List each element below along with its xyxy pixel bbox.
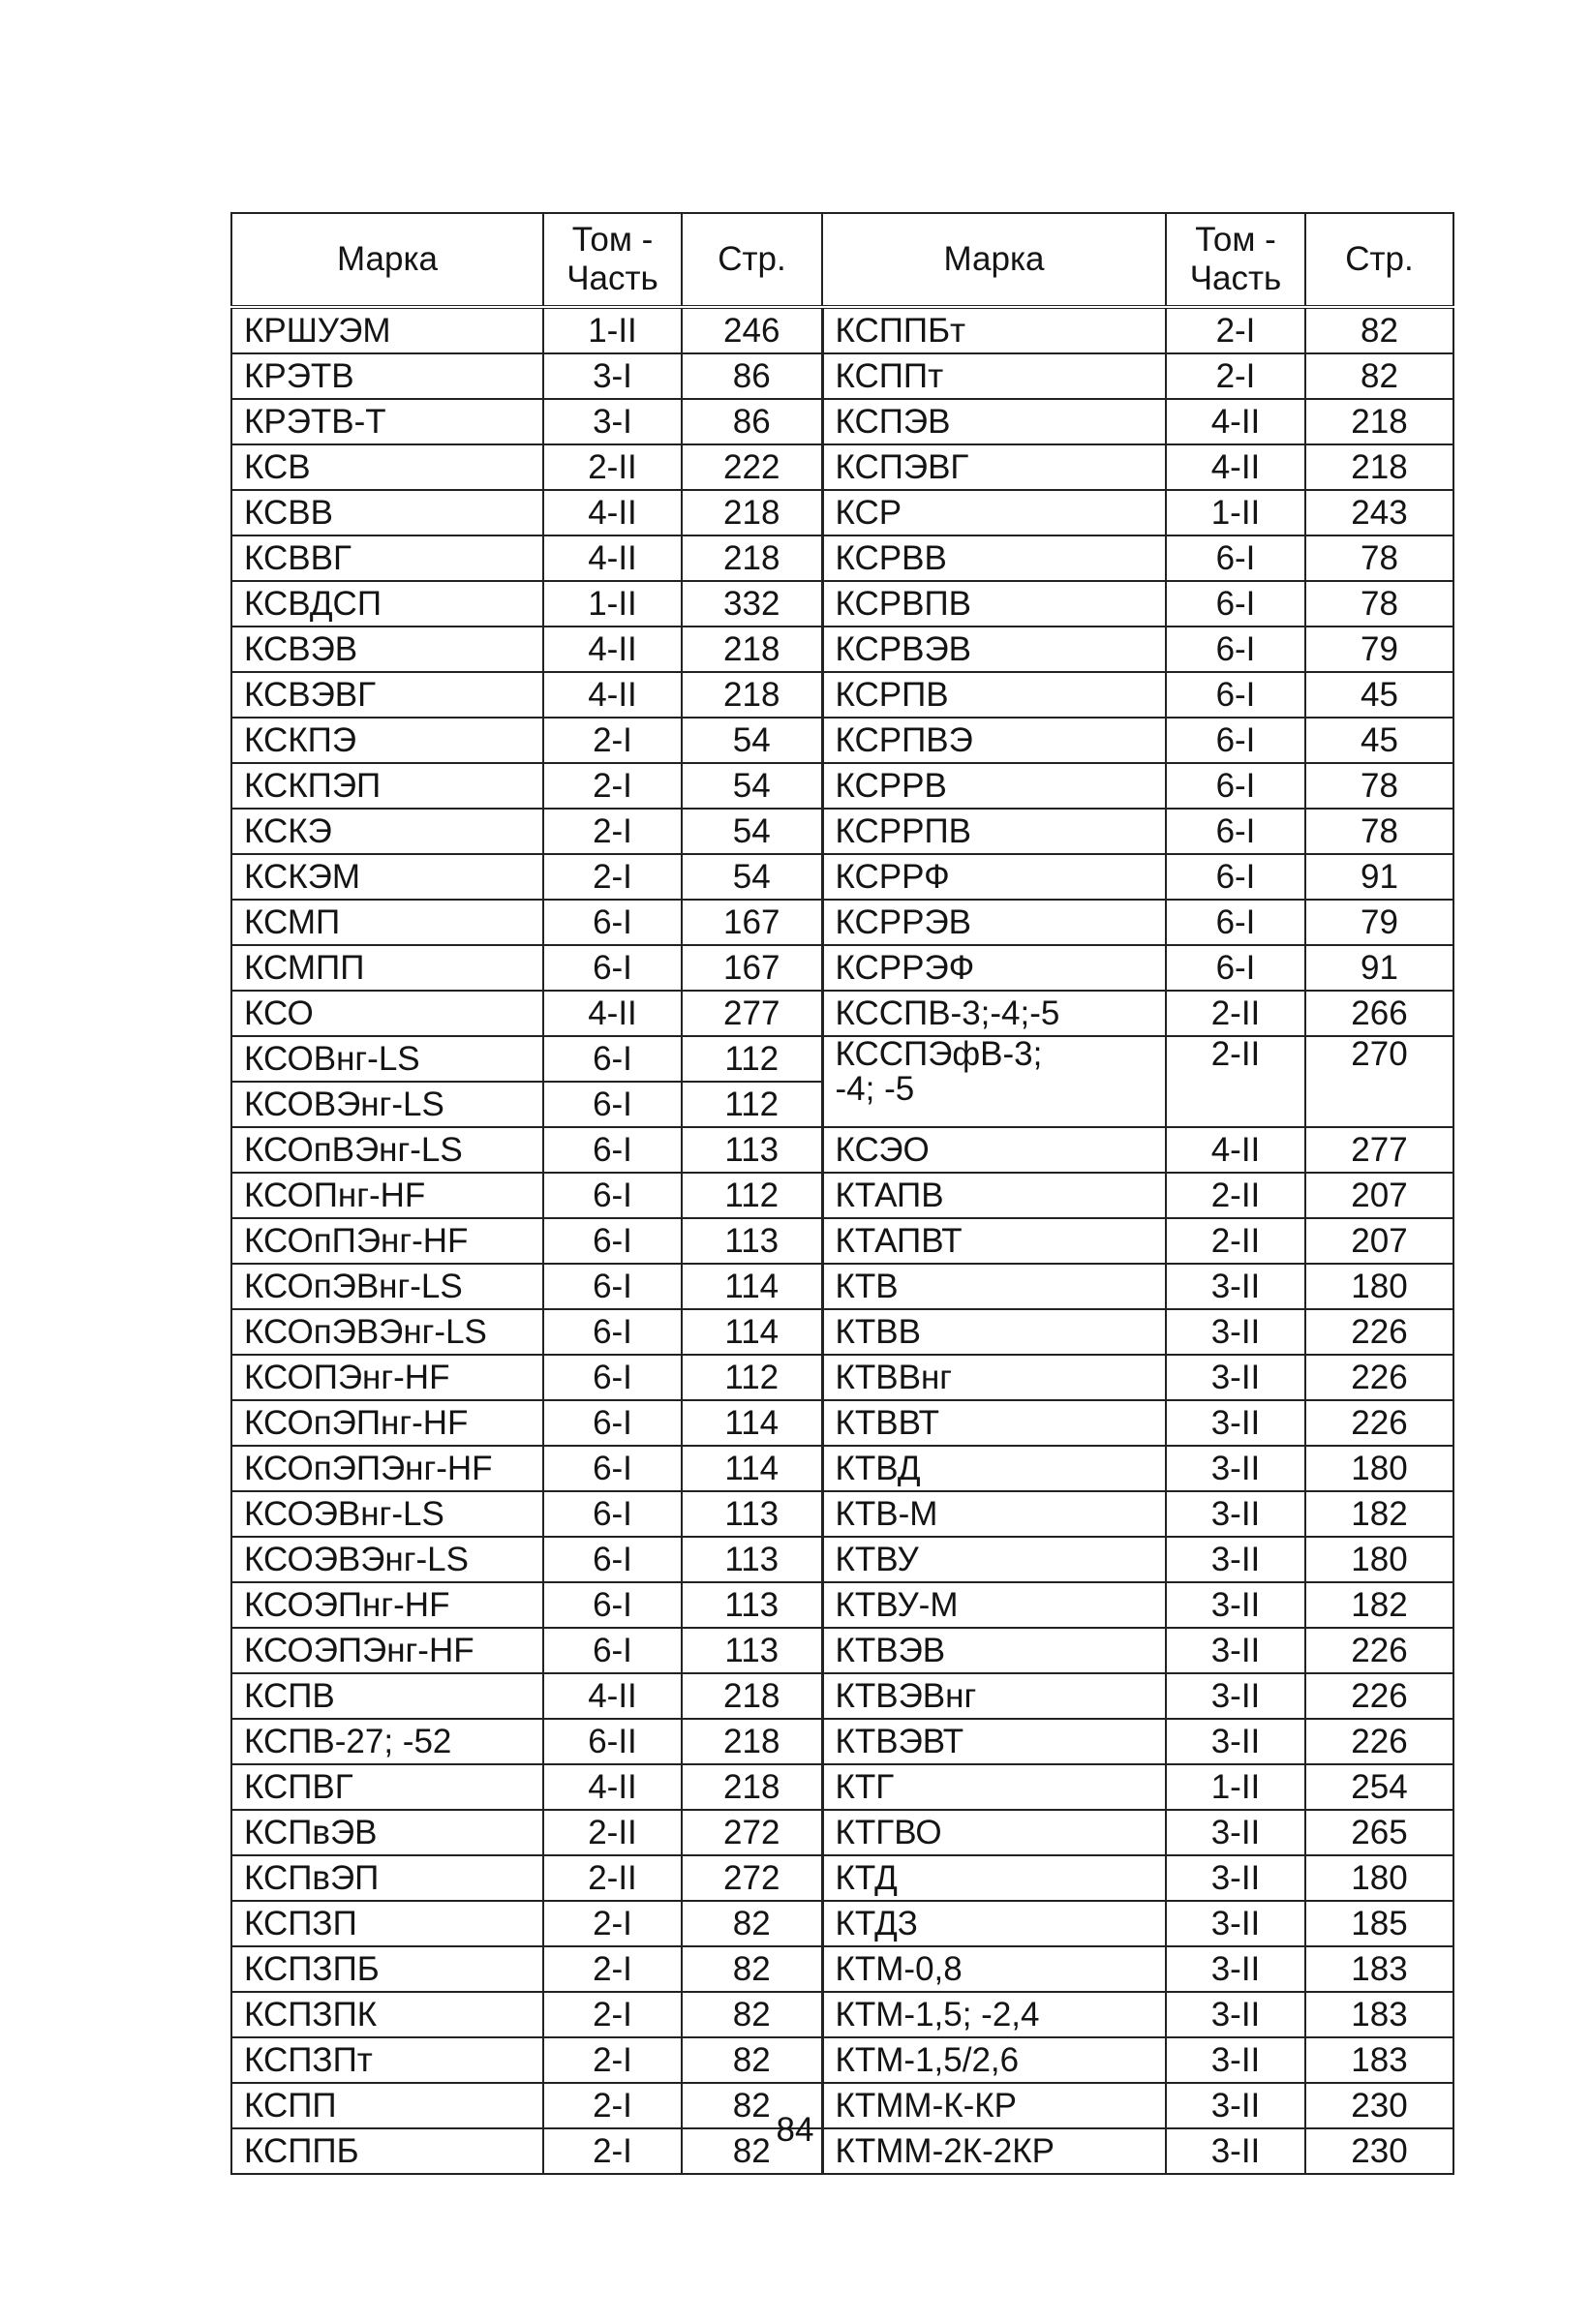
cell-m1: КСОпВЭнг-LS bbox=[231, 1127, 543, 1173]
cell-m2: КТВУ-М bbox=[822, 1582, 1166, 1628]
cell-p2: 182 bbox=[1305, 1491, 1453, 1537]
cell-p1: 86 bbox=[682, 399, 822, 444]
cell-m2 bbox=[822, 1036, 1166, 1127]
cell-v2: 3-II bbox=[1166, 1673, 1305, 1719]
cell-m1: КСПВГ bbox=[231, 1764, 543, 1810]
cell-m2: КТВЭВТ bbox=[822, 1719, 1166, 1764]
table-row bbox=[231, 763, 1453, 809]
cell-m1: КСОпПЭнг-HF bbox=[231, 1218, 543, 1264]
table-row bbox=[231, 945, 1453, 991]
cell-p2: 226 bbox=[1305, 1719, 1453, 1764]
table-row bbox=[231, 1810, 1453, 1855]
cell-m2-line1: КССПЭфВ-3; bbox=[835, 1036, 1043, 1073]
cell-p2: 182 bbox=[1305, 1582, 1453, 1628]
table-row bbox=[231, 991, 1453, 1036]
cell-p1: 272 bbox=[682, 1810, 822, 1855]
cell-m1: КСОпЭВнг-LS bbox=[231, 1264, 543, 1309]
cell-m1: КСВДСП bbox=[231, 581, 543, 627]
cell-m1: КСКПЭП bbox=[231, 763, 543, 809]
cell-p1: 277 bbox=[682, 991, 822, 1036]
cell-m1: КРЭТВ bbox=[231, 353, 543, 399]
cell-m1: КСПЗП bbox=[231, 1901, 543, 1946]
header-volume-right: Том - Часть bbox=[1166, 213, 1305, 307]
cell-m2: КТМ-0,8 bbox=[822, 1946, 1166, 1992]
cell-p1: 114 bbox=[682, 1400, 822, 1446]
cell-v2: 3-II bbox=[1166, 1992, 1305, 2037]
cell-p2: 254 bbox=[1305, 1764, 1453, 1810]
cell-m2: КТВЭВ bbox=[822, 1628, 1166, 1673]
table-row bbox=[231, 1764, 1453, 1810]
cell-m1: КСКЭ bbox=[231, 809, 543, 854]
table-row bbox=[231, 900, 1453, 945]
cell-p1: 218 bbox=[682, 627, 822, 672]
cell-m2-line2: -4; -5 bbox=[835, 1070, 915, 1108]
cell-v2: 6-I bbox=[1166, 672, 1305, 718]
cell-m2: КТАПВ bbox=[822, 1173, 1166, 1218]
cell-m2: КТМ-1,5; -2,4 bbox=[822, 1992, 1166, 2037]
cell-v2: 2-II bbox=[1166, 1036, 1305, 1127]
table-row bbox=[231, 809, 1453, 854]
cell-m1: КСОпЭПнг-HF bbox=[231, 1400, 543, 1446]
cell-m1: КСВВ bbox=[231, 490, 543, 535]
header-page-right: Стр. bbox=[1305, 213, 1453, 307]
cell-p2: 218 bbox=[1305, 444, 1453, 490]
cell-p2: 218 bbox=[1305, 399, 1453, 444]
cell-v2: 2-II bbox=[1166, 991, 1305, 1036]
cell-p1: 218 bbox=[682, 1673, 822, 1719]
table-row bbox=[231, 854, 1453, 900]
index-table bbox=[230, 212, 1454, 2175]
cell-v2: 3-II bbox=[1166, 1491, 1305, 1537]
cell-p1: 112 bbox=[682, 1355, 822, 1400]
cell-p2: 180 bbox=[1305, 1264, 1453, 1309]
cell-m2: КСРРЭВ bbox=[822, 900, 1166, 945]
cell-v1: 6-I bbox=[543, 1582, 682, 1628]
cell-v2: 4-II bbox=[1166, 399, 1305, 444]
cell-v1: 6-I bbox=[543, 900, 682, 945]
table-row bbox=[231, 1537, 1453, 1582]
cell-m1: КСПВ bbox=[231, 1673, 543, 1719]
cell-m1: КСО bbox=[231, 991, 543, 1036]
cell-p2: 180 bbox=[1305, 1855, 1453, 1901]
cell-p1: 114 bbox=[682, 1264, 822, 1309]
header-page-left: Стр. bbox=[682, 213, 822, 307]
cell-v1: 6-I bbox=[543, 1400, 682, 1446]
table-row bbox=[231, 1400, 1453, 1446]
cell-m1: КСПЗПК bbox=[231, 1992, 543, 2037]
cell-v2: 6-I bbox=[1166, 581, 1305, 627]
cell-v2: 2-II bbox=[1166, 1173, 1305, 1218]
cell-v1: 4-II bbox=[543, 535, 682, 581]
cell-p2: 183 bbox=[1305, 1992, 1453, 2037]
cell-m2: КТАПВТ bbox=[822, 1218, 1166, 1264]
cell-p2: 207 bbox=[1305, 1218, 1453, 1264]
cell-m2: КТВЭВнг bbox=[822, 1673, 1166, 1719]
cell-v2: 1-II bbox=[1166, 1764, 1305, 1810]
header-mark-right: Марка bbox=[822, 213, 1166, 307]
cell-p1: 82 bbox=[682, 2037, 822, 2083]
cell-m2: КСРВПВ bbox=[822, 581, 1166, 627]
cell-m1: КСПвЭП bbox=[231, 1855, 543, 1901]
cell-p2: 45 bbox=[1305, 672, 1453, 718]
cell-m2: КТВ bbox=[822, 1264, 1166, 1309]
cell-m2: КТММ-2К-2КР bbox=[822, 2128, 1166, 2174]
cell-m1: КСОпЭПЭнг-HF bbox=[231, 1446, 543, 1491]
cell-m1: КСМП bbox=[231, 900, 543, 945]
cell-v2: 3-II bbox=[1166, 1537, 1305, 1582]
cell-m2: КСПЭВГ bbox=[822, 444, 1166, 490]
cell-p1: 54 bbox=[682, 718, 822, 763]
cell-p2: 226 bbox=[1305, 1628, 1453, 1673]
cell-p2: 266 bbox=[1305, 991, 1453, 1036]
cell-v1: 6-II bbox=[543, 1719, 682, 1764]
cell-m2: КСРРПВ bbox=[822, 809, 1166, 854]
cell-p2: 78 bbox=[1305, 535, 1453, 581]
cell-v1: 2-I bbox=[543, 854, 682, 900]
cell-m1: КСОЭПЭнг-HF bbox=[231, 1628, 543, 1673]
cell-v1: 2-I bbox=[543, 1901, 682, 1946]
cell-p1: 54 bbox=[682, 763, 822, 809]
table-row bbox=[231, 307, 1453, 353]
cell-p2: 78 bbox=[1305, 763, 1453, 809]
table-row bbox=[231, 399, 1453, 444]
cell-v2: 3-II bbox=[1166, 1355, 1305, 1400]
cell-p2: 277 bbox=[1305, 1127, 1453, 1173]
cell-v1: 6-I bbox=[543, 1218, 682, 1264]
cell-v2: 6-I bbox=[1166, 900, 1305, 945]
cell-p1: 113 bbox=[682, 1628, 822, 1673]
cell-m2: КСЭО bbox=[822, 1127, 1166, 1173]
cell-v1: 2-I bbox=[543, 809, 682, 854]
table-row bbox=[231, 718, 1453, 763]
cell-m2: КТВУ bbox=[822, 1537, 1166, 1582]
table-row bbox=[231, 444, 1453, 490]
cell-v2: 3-II bbox=[1166, 1628, 1305, 1673]
cell-p1: 218 bbox=[682, 672, 822, 718]
header-mark-left: Марка bbox=[231, 213, 543, 307]
cell-p1: 113 bbox=[682, 1127, 822, 1173]
cell-v1: 1-II bbox=[543, 307, 682, 353]
cell-m2: КТГ bbox=[822, 1764, 1166, 1810]
cell-v2: 6-I bbox=[1166, 763, 1305, 809]
cell-p1: 112 bbox=[682, 1082, 822, 1127]
cell-p1: 332 bbox=[682, 581, 822, 627]
cell-m1: КСОЭВнг-LS bbox=[231, 1491, 543, 1537]
cell-v1: 6-I bbox=[543, 1537, 682, 1582]
cell-p1: 114 bbox=[682, 1446, 822, 1491]
cell-m2: КСРРВ bbox=[822, 763, 1166, 809]
cell-m1: КСПЗПт bbox=[231, 2037, 543, 2083]
cell-m2: КСРПВЭ bbox=[822, 718, 1166, 763]
table-row bbox=[231, 581, 1453, 627]
cell-p2: 82 bbox=[1305, 353, 1453, 399]
table-row bbox=[231, 1719, 1453, 1764]
cell-v1: 2-II bbox=[543, 1810, 682, 1855]
cell-v1: 6-I bbox=[543, 1082, 682, 1127]
cell-p2: 45 bbox=[1305, 718, 1453, 763]
cell-m1: КРШУЭМ bbox=[231, 307, 543, 353]
cell-v1: 3-I bbox=[543, 399, 682, 444]
cell-v2: 3-II bbox=[1166, 1810, 1305, 1855]
cell-v1: 4-II bbox=[543, 1673, 682, 1719]
table-row bbox=[231, 1218, 1453, 1264]
cell-p1: 114 bbox=[682, 1309, 822, 1355]
cell-v2: 3-II bbox=[1166, 1264, 1305, 1309]
cell-v1: 6-I bbox=[543, 1491, 682, 1537]
cell-p2: 270 bbox=[1305, 1036, 1453, 1127]
cell-v2: 3-II bbox=[1166, 1719, 1305, 1764]
cell-m1: КСВЭВГ bbox=[231, 672, 543, 718]
table-row bbox=[231, 1992, 1453, 2037]
cell-v1: 6-I bbox=[543, 1127, 682, 1173]
cell-p1: 113 bbox=[682, 1491, 822, 1537]
cell-m2: КТГВО bbox=[822, 1810, 1166, 1855]
cell-m2: КТВВТ bbox=[822, 1400, 1166, 1446]
cell-v1: 4-II bbox=[543, 672, 682, 718]
table-row bbox=[231, 1264, 1453, 1309]
table-row bbox=[231, 1582, 1453, 1628]
cell-p2: 78 bbox=[1305, 581, 1453, 627]
cell-p1: 54 bbox=[682, 809, 822, 854]
table-row bbox=[231, 1127, 1453, 1173]
cell-p2: 91 bbox=[1305, 945, 1453, 991]
cell-p1: 112 bbox=[682, 1173, 822, 1218]
cell-p2: 265 bbox=[1305, 1810, 1453, 1855]
table-row bbox=[231, 2037, 1453, 2083]
cell-m1: КСПЗПБ bbox=[231, 1946, 543, 1992]
cell-p1: 82 bbox=[682, 1901, 822, 1946]
cell-v2: 6-I bbox=[1166, 535, 1305, 581]
cell-m1: КСКПЭ bbox=[231, 718, 543, 763]
cell-p2: 183 bbox=[1305, 2037, 1453, 2083]
cell-m1: КСПвЭВ bbox=[231, 1810, 543, 1855]
cell-v1: 6-I bbox=[543, 1036, 682, 1082]
cell-p1: 246 bbox=[682, 307, 822, 353]
cell-m1: КСПП bbox=[231, 2083, 543, 2128]
cell-p1: 82 bbox=[682, 2083, 822, 2128]
cell-v2: 6-I bbox=[1166, 627, 1305, 672]
cell-m2: КСРВВ bbox=[822, 535, 1166, 581]
cell-m2: КСППт bbox=[822, 353, 1166, 399]
cell-p2: 243 bbox=[1305, 490, 1453, 535]
cell-m2: КТДЗ bbox=[822, 1901, 1166, 1946]
cell-v2: 3-II bbox=[1166, 2128, 1305, 2174]
cell-p2: 207 bbox=[1305, 1173, 1453, 1218]
cell-m1: КСВЭВ bbox=[231, 627, 543, 672]
table-row bbox=[231, 1036, 1453, 1082]
cell-v2: 3-II bbox=[1166, 1901, 1305, 1946]
cell-v1: 2-II bbox=[543, 1855, 682, 1901]
cell-v1: 2-I bbox=[543, 2128, 682, 2174]
cell-v2: 2-II bbox=[1166, 1218, 1305, 1264]
cell-m1: КРЭТВ-Т bbox=[231, 399, 543, 444]
cell-p2: 226 bbox=[1305, 1400, 1453, 1446]
cell-m1: КСОЭПнг-HF bbox=[231, 1582, 543, 1628]
cell-v1: 6-I bbox=[543, 1309, 682, 1355]
cell-p1: 167 bbox=[682, 945, 822, 991]
cell-m2: КСРВЭВ bbox=[822, 627, 1166, 672]
cell-v2: 6-I bbox=[1166, 809, 1305, 854]
cell-p2: 79 bbox=[1305, 627, 1453, 672]
cell-p1: 82 bbox=[682, 2128, 822, 2174]
cell-m1: КСППБ bbox=[231, 2128, 543, 2174]
cell-v2: 6-I bbox=[1166, 718, 1305, 763]
cell-v1: 3-I bbox=[543, 353, 682, 399]
cell-v1: 2-I bbox=[543, 2083, 682, 2128]
cell-m2: КТММ-К-КР bbox=[822, 2083, 1166, 2128]
cell-p1: 222 bbox=[682, 444, 822, 490]
cell-v2: 6-I bbox=[1166, 854, 1305, 900]
cell-p2: 91 bbox=[1305, 854, 1453, 900]
cell-m1: КСВ bbox=[231, 444, 543, 490]
cell-p1: 82 bbox=[682, 1992, 822, 2037]
cell-v1: 2-I bbox=[543, 718, 682, 763]
cell-m2: КСППБт bbox=[822, 307, 1166, 353]
table-row bbox=[231, 1673, 1453, 1719]
cell-v2: 6-I bbox=[1166, 945, 1305, 991]
cell-p1: 167 bbox=[682, 900, 822, 945]
cell-v2: 2-I bbox=[1166, 307, 1305, 353]
cell-m2: КСРРЭФ bbox=[822, 945, 1166, 991]
table-row bbox=[231, 1446, 1453, 1491]
table-body bbox=[231, 307, 1453, 2174]
cell-m1: КСОВЭнг-LS bbox=[231, 1082, 543, 1127]
cell-v1: 6-I bbox=[543, 1173, 682, 1218]
cell-p2: 79 bbox=[1305, 900, 1453, 945]
cell-m1: КСОпЭВЭнг-LS bbox=[231, 1309, 543, 1355]
cell-m2: КТВВ bbox=[822, 1309, 1166, 1355]
table-row bbox=[231, 535, 1453, 581]
cell-p1: 54 bbox=[682, 854, 822, 900]
cell-m2: КССПВ-3;-4;-5 bbox=[822, 991, 1166, 1036]
cell-p2: 226 bbox=[1305, 1355, 1453, 1400]
cell-p1: 112 bbox=[682, 1036, 822, 1082]
cell-m2: КСРПВ bbox=[822, 672, 1166, 718]
cell-p2: 226 bbox=[1305, 1309, 1453, 1355]
cell-v1: 6-I bbox=[543, 945, 682, 991]
cell-m1: КСОЭВЭнг-LS bbox=[231, 1537, 543, 1582]
cell-m2: КТВ-М bbox=[822, 1491, 1166, 1537]
cell-m2: КТВД bbox=[822, 1446, 1166, 1491]
cell-v2: 3-II bbox=[1166, 1309, 1305, 1355]
cell-v1: 4-II bbox=[543, 991, 682, 1036]
cell-p1: 272 bbox=[682, 1855, 822, 1901]
cell-v1: 6-I bbox=[543, 1264, 682, 1309]
cell-m1: КСОПнг-HF bbox=[231, 1173, 543, 1218]
cell-v2: 3-II bbox=[1166, 1946, 1305, 1992]
table-row bbox=[231, 1173, 1453, 1218]
cell-v2: 3-II bbox=[1166, 1582, 1305, 1628]
table-row bbox=[231, 490, 1453, 535]
cell-m1: КСОВнг-LS bbox=[231, 1036, 543, 1082]
cell-v1: 2-I bbox=[543, 1992, 682, 2037]
cell-v1: 4-II bbox=[543, 490, 682, 535]
table-row bbox=[231, 672, 1453, 718]
cell-p2: 226 bbox=[1305, 1673, 1453, 1719]
cell-m1: КСВВГ bbox=[231, 535, 543, 581]
cell-v2: 4-II bbox=[1166, 1127, 1305, 1173]
table-row bbox=[231, 1628, 1453, 1673]
table-row bbox=[231, 1946, 1453, 1992]
header-volume-left: Том - Часть bbox=[543, 213, 682, 307]
cell-p2: 185 bbox=[1305, 1901, 1453, 1946]
table-row bbox=[231, 627, 1453, 672]
cell-p2: 180 bbox=[1305, 1446, 1453, 1491]
cell-v2: 1-II bbox=[1166, 490, 1305, 535]
table-row bbox=[231, 1855, 1453, 1901]
cell-v2: 3-II bbox=[1166, 2083, 1305, 2128]
cell-v2: 3-II bbox=[1166, 1446, 1305, 1491]
cell-v2: 2-I bbox=[1166, 353, 1305, 399]
cell-p2: 230 bbox=[1305, 2083, 1453, 2128]
cell-p1: 86 bbox=[682, 353, 822, 399]
table-row bbox=[231, 1901, 1453, 1946]
cell-m2: КТД bbox=[822, 1855, 1166, 1901]
cell-m2: КТВВнг bbox=[822, 1355, 1166, 1400]
cell-p2: 78 bbox=[1305, 809, 1453, 854]
cell-v2: 3-II bbox=[1166, 1855, 1305, 1901]
cell-v1: 2-I bbox=[543, 1946, 682, 1992]
cell-p1: 113 bbox=[682, 1218, 822, 1264]
cell-p1: 82 bbox=[682, 1946, 822, 1992]
cell-v1: 4-II bbox=[543, 627, 682, 672]
cell-m2: КСПЭВ bbox=[822, 399, 1166, 444]
table-row bbox=[231, 1491, 1453, 1537]
cell-p1: 218 bbox=[682, 535, 822, 581]
cell-p2: 183 bbox=[1305, 1946, 1453, 1992]
cell-m2: КСР bbox=[822, 490, 1166, 535]
table-row bbox=[231, 1355, 1453, 1400]
cell-v2: 3-II bbox=[1166, 1400, 1305, 1446]
cell-p1: 218 bbox=[682, 1719, 822, 1764]
cell-m2: КТМ-1,5/2,6 bbox=[822, 2037, 1166, 2083]
cell-v1: 2-I bbox=[543, 2037, 682, 2083]
cell-p2: 230 bbox=[1305, 2128, 1453, 2174]
cell-v1: 1-II bbox=[543, 581, 682, 627]
cell-m1: КСПВ-27; -52 bbox=[231, 1719, 543, 1764]
cell-p1: 113 bbox=[682, 1537, 822, 1582]
cell-p1: 113 bbox=[682, 1582, 822, 1628]
cell-v1: 4-II bbox=[543, 1764, 682, 1810]
cell-v2: 4-II bbox=[1166, 444, 1305, 490]
header-row bbox=[231, 213, 1453, 307]
table-row bbox=[231, 353, 1453, 399]
cell-v1: 6-I bbox=[543, 1446, 682, 1491]
cell-v1: 2-II bbox=[543, 444, 682, 490]
cell-m1: КСМПП bbox=[231, 945, 543, 991]
cell-v2: 3-II bbox=[1166, 2037, 1305, 2083]
cell-m1: КСОПЭнг-HF bbox=[231, 1355, 543, 1400]
cell-p1: 218 bbox=[682, 490, 822, 535]
cell-p2: 180 bbox=[1305, 1537, 1453, 1582]
table-row bbox=[231, 1309, 1453, 1355]
page-number: 84 bbox=[776, 2111, 814, 2149]
cell-m1: КСКЭМ bbox=[231, 854, 543, 900]
cell-p1: 218 bbox=[682, 1764, 822, 1810]
cell-m2: КСРРФ bbox=[822, 854, 1166, 900]
cell-v1: 6-I bbox=[543, 1628, 682, 1673]
cell-p2: 82 bbox=[1305, 307, 1453, 353]
cell-v1: 2-I bbox=[543, 763, 682, 809]
cell-v1: 6-I bbox=[543, 1355, 682, 1400]
